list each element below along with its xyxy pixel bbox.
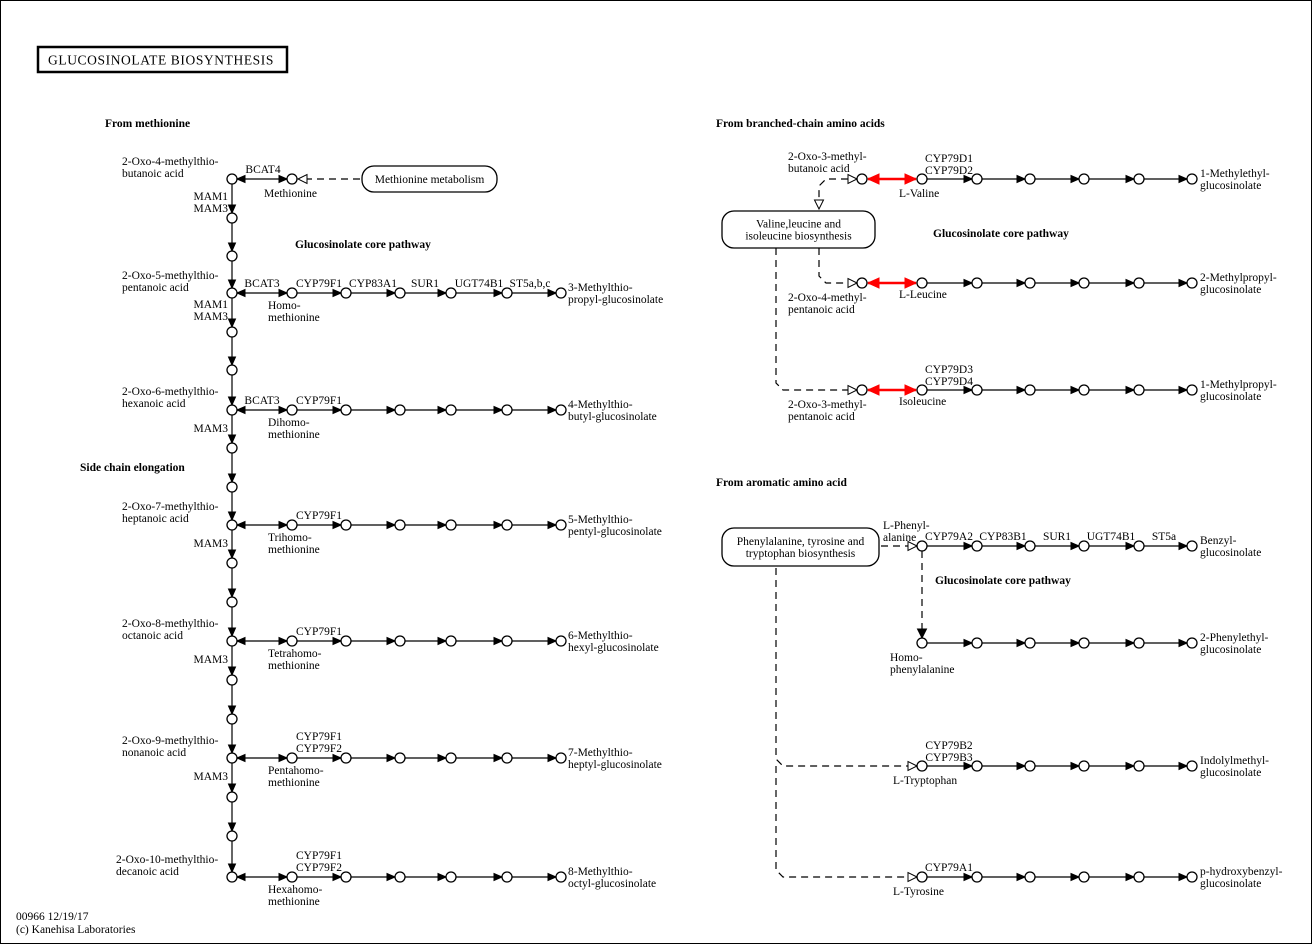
compound-node[interactable] bbox=[1079, 385, 1089, 395]
compound-label: 2-Oxo-10-methylthio-decanoic acid bbox=[116, 854, 219, 878]
compound-node[interactable] bbox=[502, 405, 512, 415]
compound-label: 4-Methylthio-butyl-glucosinolate bbox=[568, 399, 657, 423]
enzyme-label[interactable]: UGT74B1 bbox=[1086, 531, 1136, 543]
compound-node[interactable] bbox=[556, 288, 566, 298]
compound-node[interactable] bbox=[972, 872, 982, 882]
compound-label: 6-Methylthio-hexyl-glucosinolate bbox=[568, 630, 659, 654]
compound-label: 2-Oxo-5-methylthio-pentanoic acid bbox=[122, 270, 219, 294]
enzyme-label[interactable]: CYP79F1 bbox=[295, 278, 343, 290]
compound-node[interactable] bbox=[1079, 872, 1089, 882]
compound-node[interactable] bbox=[227, 365, 237, 375]
compound-node[interactable] bbox=[917, 278, 927, 288]
compound-label: Trihomo-methionine bbox=[268, 532, 320, 556]
compound-node[interactable] bbox=[502, 520, 512, 530]
enzyme-label[interactable]: ST5a bbox=[1151, 531, 1177, 543]
enzyme-label[interactable]: MAM3 bbox=[193, 423, 228, 435]
compound-label: Methionine bbox=[264, 188, 318, 200]
enzyme-label[interactable]: UGT74B1 bbox=[454, 278, 504, 290]
compound-label: Tetrahomo-methionine bbox=[268, 648, 322, 672]
enzyme-label[interactable]: CYP79F1 bbox=[295, 626, 343, 638]
compound-label: 2-Oxo-3-methyl-pentanoic acid bbox=[788, 399, 867, 423]
compound-label: 2-Oxo-4-methylthio-butanoic acid bbox=[122, 156, 219, 180]
compound-node[interactable] bbox=[556, 872, 566, 882]
compound-node[interactable] bbox=[227, 714, 237, 724]
enzyme-label[interactable]: CYP79B2 CYP79B3 bbox=[925, 740, 973, 764]
compound-node[interactable] bbox=[395, 753, 405, 763]
section-header: Glucosinolate core pathway bbox=[935, 575, 1071, 587]
compound-node[interactable] bbox=[857, 385, 867, 395]
compound-node[interactable] bbox=[556, 520, 566, 530]
enzyme-label[interactable]: BCAT3 bbox=[244, 278, 280, 290]
compound-label: 2-Oxo-3-methyl-butanoic acid bbox=[788, 151, 867, 175]
map-number: 00966 12/19/17 bbox=[16, 911, 89, 923]
enzyme-label[interactable]: MAM1 MAM3 bbox=[193, 191, 228, 215]
compound-node[interactable] bbox=[395, 405, 405, 415]
enzyme-label[interactable]: CYP79A1 bbox=[925, 862, 973, 874]
compound-node[interactable] bbox=[446, 872, 456, 882]
compound-node[interactable] bbox=[917, 638, 927, 648]
compound-node[interactable] bbox=[1187, 541, 1197, 551]
compound-node[interactable] bbox=[1134, 385, 1144, 395]
compound-node[interactable] bbox=[1025, 872, 1035, 882]
compound-node[interactable] bbox=[1025, 638, 1035, 648]
pathway-link-box-label: isoleucine biosynthesis bbox=[745, 230, 852, 243]
compound-node[interactable] bbox=[1079, 761, 1089, 771]
compound-label: 2-Phenylethyl-glucosinolate bbox=[1200, 632, 1269, 656]
compound-node[interactable] bbox=[227, 675, 237, 685]
compound-label: 1-Methylethyl-glucosinolate bbox=[1200, 168, 1270, 192]
enzyme-label[interactable]: CYP79F1 bbox=[295, 510, 343, 522]
enzyme-label[interactable]: BCAT4 bbox=[245, 164, 281, 176]
compound-node[interactable] bbox=[227, 327, 237, 337]
compound-node[interactable] bbox=[227, 753, 237, 763]
enzyme-label[interactable]: MAM3 bbox=[193, 771, 228, 783]
enzyme-label[interactable]: CYP79F1 bbox=[295, 395, 343, 407]
compound-node[interactable] bbox=[972, 174, 982, 184]
compound-node[interactable] bbox=[1025, 174, 1035, 184]
compound-node[interactable] bbox=[341, 636, 351, 646]
compound-node[interactable] bbox=[556, 753, 566, 763]
enzyme-label[interactable]: MAM1 MAM3 bbox=[193, 299, 228, 323]
compound-node[interactable] bbox=[556, 636, 566, 646]
enzyme-label[interactable]: CYP79F1 CYP79F2 bbox=[295, 850, 343, 874]
compound-node[interactable] bbox=[1187, 872, 1197, 882]
map-title: GLUCOSINOLATE BIOSYNTHESIS bbox=[48, 52, 274, 68]
section-header: Glucosinolate core pathway bbox=[295, 239, 431, 251]
compound-label: L-Tryptophan bbox=[893, 775, 958, 787]
compound-node[interactable] bbox=[227, 174, 237, 184]
section-header: From aromatic amino acid bbox=[716, 477, 847, 489]
compound-label: Dihomo-methionine bbox=[268, 417, 320, 441]
compound-node[interactable] bbox=[227, 872, 237, 882]
compound-node[interactable] bbox=[227, 405, 237, 415]
compound-node[interactable] bbox=[227, 213, 237, 223]
compound-label: Isoleucine bbox=[899, 396, 947, 408]
enzyme-label[interactable]: CYP79D1 CYP79D2 bbox=[925, 153, 973, 177]
enzyme-label[interactable]: SUR1 bbox=[410, 278, 440, 290]
compound-label: L-Leucine bbox=[899, 289, 947, 301]
enzyme-label[interactable]: CYP79D3 CYP79D4 bbox=[925, 364, 973, 388]
enzyme-label[interactable]: SUR1 bbox=[1042, 531, 1072, 543]
compound-node[interactable] bbox=[1079, 638, 1089, 648]
compound-node[interactable] bbox=[227, 482, 237, 492]
compound-node[interactable] bbox=[1025, 385, 1035, 395]
compound-node[interactable] bbox=[502, 636, 512, 646]
compound-label: L-Valine bbox=[899, 188, 940, 200]
compound-label: 2-Methylpropyl-glucosinolate bbox=[1200, 272, 1277, 296]
compound-node[interactable] bbox=[1079, 278, 1089, 288]
enzyme-label[interactable]: MAM3 bbox=[193, 538, 228, 550]
compound-label: Homo-methionine bbox=[268, 300, 320, 324]
section-header: From branched-chain amino acids bbox=[716, 118, 885, 130]
compound-node[interactable] bbox=[972, 385, 982, 395]
compound-node[interactable] bbox=[395, 872, 405, 882]
compound-node[interactable] bbox=[341, 753, 351, 763]
compound-node[interactable] bbox=[227, 443, 237, 453]
compound-node[interactable] bbox=[227, 636, 237, 646]
compound-node[interactable] bbox=[502, 872, 512, 882]
compound-label: 1-Methylpropyl-glucosinolate bbox=[1200, 379, 1277, 403]
compound-node[interactable] bbox=[1134, 278, 1144, 288]
pathway-link-box-label: tryptophan biosynthesis bbox=[745, 548, 856, 560]
compound-node[interactable] bbox=[1187, 761, 1197, 771]
enzyme-label[interactable]: BCAT3 bbox=[244, 395, 280, 407]
compound-node[interactable] bbox=[227, 831, 237, 841]
compound-node[interactable] bbox=[1079, 174, 1089, 184]
section-header: From methionine bbox=[105, 118, 191, 130]
compound-node[interactable] bbox=[227, 558, 237, 568]
compound-label: 7-Methylthio-heptyl-glucosinolate bbox=[568, 747, 662, 771]
compound-node[interactable] bbox=[341, 520, 351, 530]
pathway-link-box-label: Methionine metabolism bbox=[374, 174, 485, 186]
compound-node[interactable] bbox=[227, 251, 237, 261]
compound-label: 2-Oxo-6-methylthio-hexanoic acid bbox=[122, 386, 219, 410]
compound-node[interactable] bbox=[395, 636, 405, 646]
compound-node[interactable] bbox=[341, 872, 351, 882]
enzyme-label[interactable]: CYP83A1 bbox=[349, 278, 397, 290]
enzyme-label[interactable]: MAM3 bbox=[193, 654, 228, 666]
pathway-link-box[interactable] bbox=[722, 528, 879, 566]
compound-label: 2-Oxo-7-methylthio-heptanoic acid bbox=[122, 501, 219, 525]
compound-node[interactable] bbox=[857, 278, 867, 288]
compound-label: 3-Methylthio-propyl-glucosinolate bbox=[568, 282, 664, 306]
compound-node[interactable] bbox=[1187, 638, 1197, 648]
compound-label: Pentahomo-methionine bbox=[268, 765, 324, 789]
compound-label: 2-Oxo-8-methylthio-octanoic acid bbox=[122, 618, 219, 642]
compound-node[interactable] bbox=[1187, 385, 1197, 395]
compound-node[interactable] bbox=[446, 636, 456, 646]
compound-node[interactable] bbox=[446, 405, 456, 415]
pathway-link-box[interactable] bbox=[362, 166, 497, 192]
compound-node[interactable] bbox=[1134, 541, 1144, 551]
compound-node[interactable] bbox=[502, 753, 512, 763]
compound-node[interactable] bbox=[227, 792, 237, 802]
compound-node[interactable] bbox=[1025, 278, 1035, 288]
compound-node[interactable] bbox=[1025, 761, 1035, 771]
pathway-link-box-label: Valine,leucine and bbox=[756, 218, 841, 231]
compound-node[interactable] bbox=[446, 753, 456, 763]
compound-node[interactable] bbox=[972, 278, 982, 288]
pathway-link-box[interactable] bbox=[722, 211, 875, 248]
section-header: Glucosinolate core pathway bbox=[933, 228, 1069, 240]
compound-label: 2-Oxo-9-methylthio-nonanoic acid bbox=[122, 735, 219, 759]
compound-node[interactable] bbox=[395, 520, 405, 530]
compound-node[interactable] bbox=[1134, 638, 1144, 648]
compound-node[interactable] bbox=[1134, 761, 1144, 771]
compound-label: 8-Methylthio-octyl-glucosinolate bbox=[568, 866, 657, 890]
compound-node[interactable] bbox=[1187, 174, 1197, 184]
compound-node[interactable] bbox=[857, 174, 867, 184]
compound-node[interactable] bbox=[341, 405, 351, 415]
compound-label: L-Tyrosine bbox=[893, 886, 944, 898]
title-box bbox=[38, 47, 287, 72]
compound-node[interactable] bbox=[446, 520, 456, 530]
enzyme-label[interactable]: ST5a,b,c bbox=[509, 278, 551, 290]
enzyme-label[interactable]: CYP79A2 bbox=[925, 531, 973, 543]
compound-node[interactable] bbox=[972, 638, 982, 648]
compound-label: p-hydroxybenzyl-glucosinolate bbox=[1200, 866, 1283, 890]
compound-label: L-Phenyl-alanine bbox=[883, 520, 930, 544]
compound-label: 2-Oxo-4-methyl-pentanoic acid bbox=[788, 292, 867, 316]
section-header: Side chain elongation bbox=[80, 462, 185, 474]
compound-node[interactable] bbox=[1187, 278, 1197, 288]
compound-node[interactable] bbox=[287, 174, 297, 184]
enzyme-label[interactable]: CYP83B1 bbox=[979, 531, 1027, 543]
compound-label: Benzyl-glucosinolate bbox=[1200, 535, 1262, 559]
compound-node[interactable] bbox=[972, 761, 982, 771]
compound-node[interactable] bbox=[1134, 872, 1144, 882]
compound-label: 5-Methylthio-pentyl-glucosinolate bbox=[568, 514, 662, 538]
compound-label: Homo-phenylalanine bbox=[890, 652, 955, 676]
enzyme-label[interactable]: CYP79F1 CYP79F2 bbox=[295, 731, 343, 755]
compound-node[interactable] bbox=[556, 405, 566, 415]
compound-node[interactable] bbox=[227, 520, 237, 530]
compound-label: Indolylmethyl-glucosinolate bbox=[1200, 755, 1269, 779]
compound-node[interactable] bbox=[227, 288, 237, 298]
compound-label: Hexahomo-methionine bbox=[268, 884, 323, 908]
pathway-link-box-label: Phenylalanine, tyrosine and bbox=[736, 536, 865, 548]
compound-node[interactable] bbox=[1134, 174, 1144, 184]
compound-node[interactable] bbox=[227, 597, 237, 607]
copyright: (c) Kanehisa Laboratories bbox=[16, 924, 136, 936]
